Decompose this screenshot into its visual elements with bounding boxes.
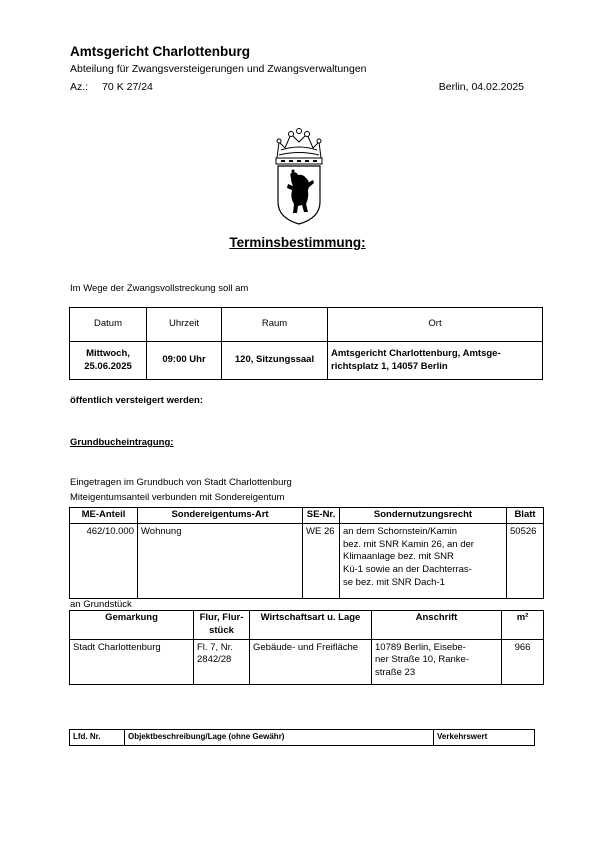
co-ownership-header-sheet: Blatt xyxy=(507,508,544,524)
land-usage: Gebäude- und Freifläche xyxy=(250,639,372,684)
land-register-line: Eingetragen im Grundbuch von Stadt Charlottenburg xyxy=(70,477,292,488)
berlin-crest-icon xyxy=(271,128,327,226)
co-ownership-header-share: ME-Anteil xyxy=(70,508,138,524)
land-header-row xyxy=(70,611,544,640)
public-auction-text: öffentlich versteigert werden: xyxy=(70,395,204,406)
co-ownership-table xyxy=(69,507,544,599)
co-ownership-header-se-no: SE-Nr. xyxy=(303,508,340,524)
schedule-header-room: Raum xyxy=(222,308,328,342)
land-address: 10789 Berlin, Eisebe- ner Straße 10, Ranke- straße 23 xyxy=(372,639,502,684)
land-row xyxy=(70,639,544,684)
object-header-value: Verkehrswert xyxy=(434,730,535,746)
land-table xyxy=(69,610,544,685)
co-ownership-header-type: Sondereigentums-Art xyxy=(138,508,303,524)
land-header-usage: Wirtschaftsart u. Lage xyxy=(250,611,372,640)
land-register-heading: Grundbucheintragung: xyxy=(70,437,174,448)
land-area: 966 xyxy=(502,639,544,684)
object-header-number: Lfd. Nr. xyxy=(70,730,125,746)
crown-icon xyxy=(276,129,322,165)
file-reference-label: Az.: xyxy=(70,81,89,93)
object-header-row xyxy=(70,730,535,746)
schedule-room: 120, Sitzungssaal xyxy=(222,342,328,380)
schedule-header-date: Datum xyxy=(70,308,147,342)
schedule-place: Amtsgericht Charlottenburg, Amtsge- richtsplatz 1, 14057 Berlin xyxy=(328,342,543,380)
schedule-date: Mittwoch, 25.06.2025 xyxy=(70,342,147,380)
document-title: Terminsbestimmung: xyxy=(229,235,366,250)
co-ownership-header-special-use: Sondernutzungsrecht xyxy=(340,508,507,524)
court-name: Amtsgericht Charlottenburg xyxy=(70,44,251,59)
co-ownership-share: 462/10.000 xyxy=(70,523,138,598)
land-header-area: m² xyxy=(502,611,544,640)
department-line: Abteilung für Zwangsversteigerungen und Zwangsverwaltungen xyxy=(70,63,367,75)
land-header-gemarkung: Gemarkung xyxy=(70,611,194,640)
file-reference xyxy=(70,81,153,93)
intro-text: Im Wege der Zwangsvollstreckung soll am xyxy=(70,283,249,294)
schedule-header-row xyxy=(70,308,543,342)
file-reference-number: 70 K 27/24 xyxy=(102,81,153,93)
co-ownership-header-row xyxy=(70,508,544,524)
land-header-flur: Flur, Flur- stück xyxy=(194,611,250,640)
land-header-address: Anschrift xyxy=(372,611,502,640)
land-gemarkung: Stadt Charlottenburg xyxy=(70,639,194,684)
object-table xyxy=(69,729,535,746)
place-date: Berlin, 04.02.2025 xyxy=(438,81,524,93)
co-ownership-line: Miteigentumsanteil verbunden mit Sondereigentum xyxy=(70,492,285,503)
land-label: an Grundstück xyxy=(70,599,132,610)
co-ownership-se-no: WE 26 xyxy=(303,523,340,598)
object-header-description: Objektbeschreibung/Lage (ohne Gewähr) xyxy=(125,730,434,746)
schedule-table xyxy=(69,307,543,380)
co-ownership-type: Wohnung xyxy=(138,523,303,598)
schedule-row xyxy=(70,342,543,380)
land-flur: Fl. 7, Nr. 2842/28 xyxy=(194,639,250,684)
schedule-header-place: Ort xyxy=(328,308,543,342)
schedule-time: 09:00 Uhr xyxy=(147,342,222,380)
co-ownership-row xyxy=(70,523,544,598)
co-ownership-sheet: 50526 xyxy=(507,523,544,598)
co-ownership-special-use: an dem Schornstein/Kamin bez. mit SNR Kamin 26, an der Klimaanlage bez. mit SNR Kü-1 sowie an der Dachterras- se bez. mit SNR Dach-1 xyxy=(340,523,507,598)
schedule-header-time: Uhrzeit xyxy=(147,308,222,342)
